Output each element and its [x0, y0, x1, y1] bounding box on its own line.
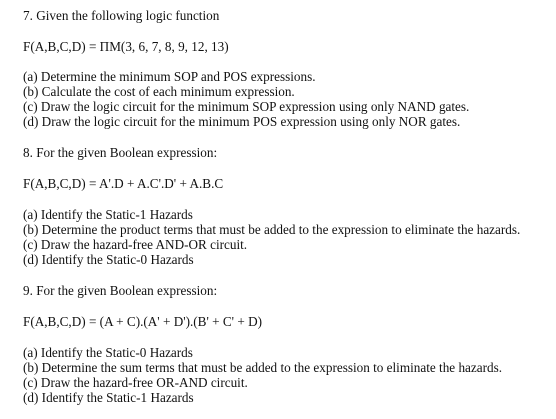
q9-part-a: (a) Identify the Static-0 Hazards: [23, 345, 193, 360]
q9-title: 9. For the given Boolean expression:: [23, 283, 218, 298]
q8-title: 8. For the given Boolean expression:: [23, 145, 218, 160]
q8-part-d: (d) Identify the Static-0 Hazards: [23, 252, 194, 267]
q7-part-b: (b) Calculate the cost of each minimum expression.: [23, 84, 295, 99]
q9-part-d: (d) Identify the Static-1 Hazards: [23, 390, 194, 405]
q8-part-c: (c) Draw the hazard-free AND-OR circuit.: [23, 237, 248, 252]
q9-function: F(A,B,C,D) = (A + C).(A' + D').(B' + C' + D): [23, 314, 263, 329]
q7-part-a: (a) Determine the minimum SOP and POS expressions.: [23, 69, 316, 84]
q8-part-a: (a) Identify the Static-1 Hazards: [23, 207, 193, 222]
q9-part-b: (b) Determine the sum terms that must be added to the expression to eliminate the hazards.: [23, 360, 503, 375]
q8-part-b: (b) Determine the product terms that must be added to the expression to eliminate the hazards.: [23, 222, 521, 237]
q7-function: F(A,B,C,D) = ΠM(3, 6, 7, 8, 9, 12, 13): [23, 39, 229, 54]
q8-function: F(A,B,C,D) = A'.D + A.C'.D' + A.B.C: [23, 176, 224, 191]
q7-title: 7. Given the following logic function: [23, 8, 220, 23]
q7-part-c: (c) Draw the logic circuit for the minimum SOP expression using only NAND gates.: [23, 99, 470, 114]
q9-part-c: (c) Draw the hazard-free OR-AND circuit.: [23, 375, 248, 390]
q7-part-d: (d) Draw the logic circuit for the minimum POS expression using only NOR gates.: [23, 114, 461, 129]
